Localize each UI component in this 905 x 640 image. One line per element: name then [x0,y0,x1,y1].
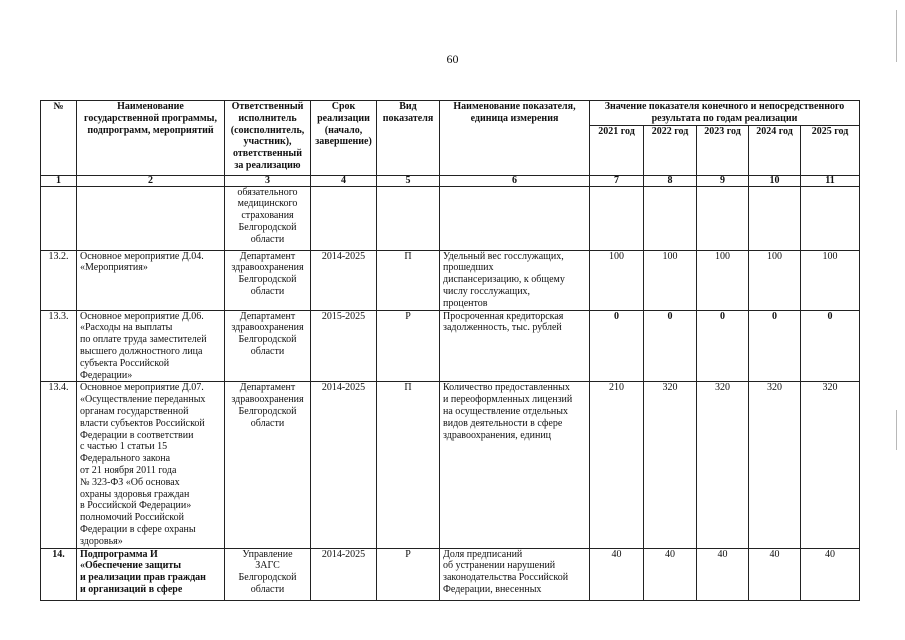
row-value-2025: 100 [801,250,860,310]
header-year: 2022 год [644,125,697,175]
column-number: 10 [749,175,801,186]
row-value-2024: 320 [749,382,801,548]
page-number: 60 [446,52,459,66]
row-executor: Департамент здравоохранения Белгородской области [225,250,311,310]
column-number: 7 [590,175,644,186]
header-indicator: Наименование показателя, единица измерения [440,101,590,176]
row-value-2025: 0 [801,310,860,382]
row-value-2022 [644,186,697,250]
table-row [41,382,860,548]
column-number: 2 [77,175,225,186]
column-number: 9 [697,175,749,186]
header-num: № [41,101,77,176]
row-value-2023: 100 [697,250,749,310]
header-year: 2021 год [590,125,644,175]
table-header-row [41,101,860,126]
row-kind: П [377,250,440,310]
row-value-2023: 40 [697,548,749,600]
row-executor: Департамент здравоохранения Белгородской области [225,310,311,382]
table-row [41,548,860,600]
row-value-2021: 40 [590,548,644,600]
row-value-2023: 0 [697,310,749,382]
row-executor: Департамент здравоохранения Белгородской области [225,382,311,548]
row-value-2022: 0 [644,310,697,382]
row-kind: Р [377,310,440,382]
indicators-table [40,100,860,601]
row-indicator [440,186,590,250]
row-value-2024 [749,186,801,250]
column-number: 3 [225,175,311,186]
row-value-2021 [590,186,644,250]
row-value-2025: 40 [801,548,860,600]
row-period: 2014-2025 [311,382,377,548]
row-period: 2014-2025 [311,548,377,600]
table-row [41,250,860,310]
row-value-2024: 100 [749,250,801,310]
row-executor: Управление ЗАГС Белгородской области [225,548,311,600]
row-value-2023 [697,186,749,250]
row-num: 13.3. [41,310,77,382]
column-number: 8 [644,175,697,186]
scan-edge-mark-top [896,10,897,62]
row-indicator: Удельный вес госслужащих, прошедших диспансеризацию, к общему числу госслужащих, процентов [440,250,590,310]
row-num: 13.4. [41,382,77,548]
row-value-2025: 320 [801,382,860,548]
row-name [77,186,225,250]
column-number: 4 [311,175,377,186]
header-executor: Ответственный исполнитель (соисполнитель, участник), ответственный за реализацию [225,101,311,176]
row-name: Основное мероприятие Д.06. «Расходы на выплаты по оплате труда заместителей высшего должностного лица субъекта Российской Федерации» [77,310,225,382]
row-period: 2015-2025 [311,310,377,382]
header-period: Срок реализации (начало, завершение) [311,101,377,176]
header-year: 2025 год [801,125,860,175]
header-name: Наименование государственной программы, подпрограмм, мероприятий [77,101,225,176]
column-number-row [41,175,860,186]
row-kind: П [377,382,440,548]
row-period [311,186,377,250]
row-num [41,186,77,250]
row-name: Подпрограмма И «Обеспечение защиты и реализации прав граждан и организаций в сфере [77,548,225,600]
row-name: Основное мероприятие Д.07. «Осуществление переданных органам государственной власти субъектов Российской Федерации в соответствии с частью 1 статьи 15 Федерального закона от 21 ноября 2011 года № 323-ФЗ «Об основах охраны здоровья граждан в Российской Федерации» полномочий Российской Федерации в сфере охраны здоровья» [77,382,225,548]
row-executor: обязательного медицинского страхования Белгородской области [225,186,311,250]
row-kind: Р [377,548,440,600]
header-kind: Вид показателя [377,101,440,176]
row-name: Основное мероприятие Д.04. «Мероприятия» [77,250,225,310]
row-value-2022: 40 [644,548,697,600]
scan-edge-mark-middle [896,410,897,450]
row-value-2024: 40 [749,548,801,600]
table-row [41,186,860,250]
header-year: 2023 год [697,125,749,175]
header-values-group: Значение показателя конечного и непосредственного результата по годам реализации [590,101,860,126]
row-value-2025 [801,186,860,250]
row-value-2021: 0 [590,310,644,382]
row-period: 2014-2025 [311,250,377,310]
row-value-2023: 320 [697,382,749,548]
table-row [41,310,860,382]
row-value-2021: 100 [590,250,644,310]
row-indicator: Просроченная кредиторская задолженность, тыс. рублей [440,310,590,382]
row-num: 13.2. [41,250,77,310]
column-number: 1 [41,175,77,186]
row-value-2022: 100 [644,250,697,310]
header-year: 2024 год [749,125,801,175]
row-num: 14. [41,548,77,600]
row-value-2021: 210 [590,382,644,548]
row-value-2024: 0 [749,310,801,382]
row-kind [377,186,440,250]
column-number: 11 [801,175,860,186]
row-indicator: Количество предоставленных и переоформленных лицензий на осуществление отдельных видов деятельности в сфере здравоохранения, единиц [440,382,590,548]
column-number: 6 [440,175,590,186]
row-value-2022: 320 [644,382,697,548]
row-indicator: Доля предписаний об устранении нарушений законодательства Российской Федерации, внесенных [440,548,590,600]
column-number: 5 [377,175,440,186]
